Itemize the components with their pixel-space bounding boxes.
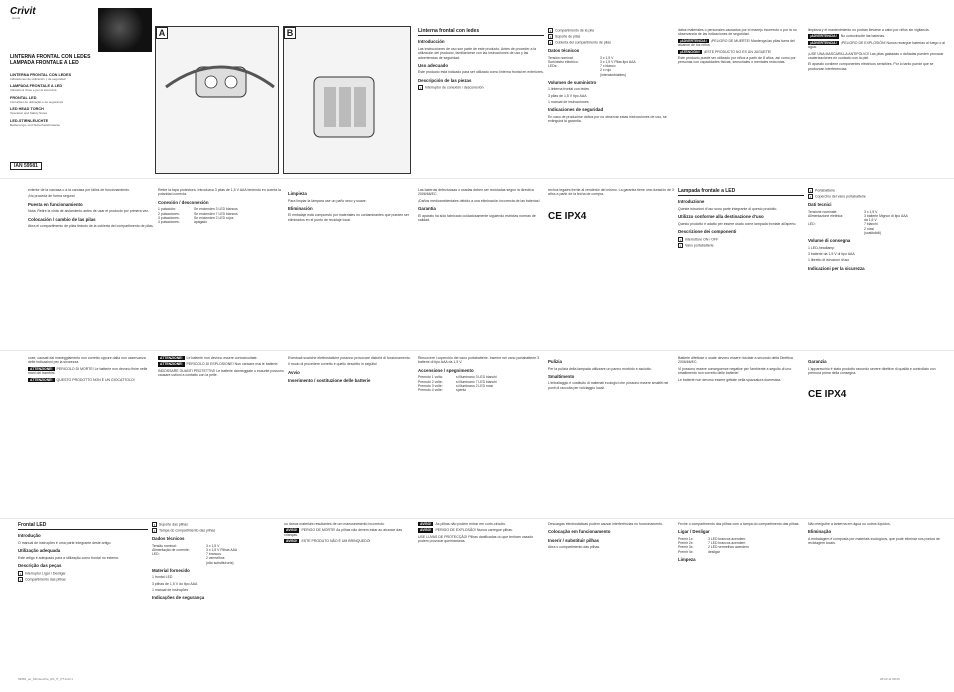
es-clean-heading: Limpieza — [288, 191, 307, 196]
divider — [678, 195, 804, 196]
it-switch-row: Premuto 3 volte: si illuminano 2 LED rossi — [418, 383, 494, 388]
it-page-cleaning — [548, 356, 674, 516]
es-part-3: 3 Soporte de pilas — [549, 34, 581, 39]
es-change-text: Abra el compartimento de pilas tirando de la cubierta del compartimento de pilas. — [28, 224, 154, 229]
pt-warning-4: AVISO! PERIGO DE EXPLOSÃO! Nunca carregue pilhas. — [420, 528, 513, 533]
it-desc-heading: Descrizione dei componenti — [678, 229, 737, 234]
pt-warning-text: ou danos materiais resultantes de um manuseamento incorrecto. — [284, 522, 385, 526]
spread-es-it — [0, 188, 954, 348]
product-photo — [98, 8, 152, 52]
es-warning-1: ¡ADVERTENCIA! ¡PELIGRO DE MUERTE! Mantenga las pilas fuera del alcance de los niños. — [678, 38, 795, 48]
es-warning-7: ¡USE UNA MASCARILLA ANTIPOLVO! Las pilas gastadas o dañadas pueden provocar cauterizaciones en contacto con la piel. — [808, 51, 944, 60]
pt-tech-row: Alimentação de corrente: 3 x 1,5 V Pilhas AAA — [152, 547, 238, 552]
it-page-warranty — [678, 356, 804, 516]
it-tech-row: da 1,5 V — [864, 218, 877, 222]
es-scope-item: 1 linterna frontal con ledes — [548, 87, 590, 92]
pt-clean-heading: Limpeza — [678, 556, 696, 562]
pt-part-3: 3 Suporte das pilhas — [153, 522, 188, 527]
es-warning-4: limpieza y el mantenimiento no podrán llevarse a cabo por niños sin vigilancia. — [808, 28, 930, 32]
pt-scope-item: 1 frontal LED — [152, 575, 173, 580]
it-warranty-text-2: L'apparecchio è stato prodotto secondo severe direttive di qualità e controllato con premura prima della consegna. — [808, 366, 936, 375]
es-use-heading: Uso adecuado — [418, 62, 449, 68]
pt-warning-1: AVISO! PERIGO DE MORTE! As pilhas não devem estar ao alcance das crianças. — [284, 528, 402, 537]
it-switch-row: Premuto 1 volta: si illuminano 3 LED bianchi — [418, 375, 497, 380]
es-scope-item: 1 manual de instrucciones — [548, 100, 589, 104]
es-part-1: 1 Interruptor de conexión / desconexión — [419, 85, 484, 91]
it-warranty-heading: Garanzia — [808, 359, 827, 364]
it-clean-text: Per la pulizia della lampada utilizzare un panno morbido e asciutto. — [548, 366, 652, 371]
pt-use-text: Este artigo é adequado para a utilização como frontal no exterior. — [18, 555, 120, 560]
it-warning-1: ATTENZIONE! PERICOLO DI MORTE! Le batterie non devono finire nelle mani dei bambini. — [28, 366, 148, 376]
it-warning-3: ATTENZIONE! Le batterie non devono essere cortocircuitate. — [160, 356, 258, 360]
divider — [0, 178, 954, 179]
it-tech-row: Tensione nominale: 3 x 1,5 V — [808, 209, 878, 214]
es-warning-5: ¡ADVERTENCIA! No cortocircuite las baterías. — [810, 34, 886, 39]
figure-b — [283, 26, 411, 174]
es-warning-9: ¡No proceda de forma segura! — [28, 194, 75, 199]
it-disposal-heading: Smaltimento — [548, 373, 575, 379]
it-use-heading: Utilizzo conforme alla destinazione d'uso — [678, 214, 764, 220]
pt-text: Descargas electrostáticas podem causar interferências no funcionamento. — [548, 522, 663, 526]
it-tech-row: LED: 7 bianchi — [808, 222, 878, 227]
figure-a — [155, 26, 279, 174]
it-scope-item: 1 LED-headlamp — [808, 245, 835, 250]
pt-switch-row: Premir 4x: desligar — [678, 549, 720, 554]
es-batt-text: Nota: Retire la cinta de aislamiento antes de usar el producto por primera vez. — [28, 209, 150, 214]
es-env-note: ¡Daños medioambientales debido a una eliminación incorrecta de las baterías! — [418, 198, 540, 203]
es-switch-heading: Conexión / desconexión — [158, 199, 209, 205]
ian-box: IAN 59581 — [10, 162, 42, 170]
divider — [0, 518, 954, 519]
pt-page-disposal — [808, 522, 948, 684]
pt-use-heading: Utilização adequada — [18, 548, 61, 554]
it-switch-row: Premuto 4 volte: spento — [418, 388, 467, 392]
it-tech-heading: Dati tecnici — [808, 202, 832, 207]
es-switch-row: 1 pulsación: Se encienden 3 LED blancos — [158, 207, 238, 212]
language-item: LINTERNA FRONTAL CON LEDES Indicaciones de utilización y de seguridad — [10, 73, 72, 81]
it-part-4: 4 Coperchio del vano portabatterie — [809, 194, 866, 199]
es-tech-row: Suministro eléctrico: 3 x 1,5 V Pilas tipo AAA — [548, 59, 636, 64]
pt-disposal-heading: Eliminação — [808, 529, 832, 535]
pt-tech-row: LED: 7 brancos — [152, 552, 221, 556]
es-warranty-text-2: rechos legales frente al vendedor del mismo. La garantía tiene una duración de 3 años a partir de la fecha de compra. — [548, 188, 674, 197]
it-header: Lampada frontale a LED — [678, 188, 736, 194]
es-text: exterior de la carcasa o a la carcasa por fallos de funcionamiento. — [28, 188, 130, 192]
language-item: LED HEAD TORCH Operation and Safety Notes — [10, 107, 48, 116]
pt-tech-row: Tensão nominal: 3 x 1,5 V — [152, 543, 220, 548]
it-page-switch — [418, 356, 544, 516]
pt-switch-row: Premir 3x: 2 LED vermelhos acendem — [678, 545, 749, 550]
spread-cover — [0, 0, 954, 176]
it-scope-item: 3 batterie da 1,5 V di tipo AAA — [808, 251, 855, 256]
it-scope-heading: Volume di consegna — [808, 238, 851, 243]
it-change-heading: Inserimento / sostituzione delle batterie — [288, 378, 371, 384]
es-disposal-text: El embalaje está compuesto por materiales no contaminantes que pueden ser eliminados en el punto de reciclaje local. — [288, 213, 410, 222]
es-part-2: 2 Compartimento de la pila — [549, 28, 594, 33]
spread-it — [0, 356, 954, 516]
pt-switch-row: Premir 1x: 3 LED brancos acendem — [678, 536, 746, 541]
es-page-operation — [28, 188, 154, 348]
language-item: LAMPADA FRONTALE A LED Indicazioni d'uso e per la sicurezza — [10, 84, 63, 93]
pt-disposal-text: A embalagem é composta por materiais ecológicos, que pode eliminar nos pontos de reciclagem locais. — [808, 536, 940, 546]
pt-warning-2: AVISO! ESTE PRODUTO NÃO É UM BRINQUEDO! — [286, 539, 371, 544]
it-page-warnings — [28, 356, 154, 516]
es-page-intro — [418, 28, 544, 173]
it-intro-heading: Introduzione — [678, 199, 705, 205]
pt-change-text: Abra o compartimento das pilhas. — [548, 545, 601, 550]
cover-page — [8, 0, 154, 176]
it-page-warranty-2 — [808, 356, 948, 516]
pt-page-intro — [18, 522, 148, 684]
es-page-switch — [158, 188, 284, 348]
language-item: FRONTAL LED Instruções de utilização e de segurança — [10, 95, 63, 104]
language-list — [10, 70, 150, 127]
it-insert-text: Rimuovere i coperchio del vano portabatterie. Inserire nel vano portabatterie 3 batterie di tipo AAA da 1,5 V. — [418, 356, 540, 365]
it-tech-row: Alimentazione elettrica: 3 batterie Mignon di tipo AAA — [808, 213, 908, 218]
it-text: Eventuali scariche elettrostatiche possono provocare disturbi di funzionamento. — [288, 356, 411, 360]
es-part-4: 4 Cubierta del compartimento de pilas — [549, 40, 612, 45]
es-warning-3: Este producto puede ser utilizado por niños a partir de 8 años, así como por personas con capacidades físicas, sensoriales o mentales reducidas. — [678, 55, 796, 65]
es-safety-heading: Indicaciones de seguridad — [548, 107, 604, 113]
es-switch-row: 2 pulsaciones: Se encienden 7 LED blancos — [158, 211, 238, 216]
brand-logo: Crivit — [10, 6, 36, 17]
es-safety-text: En caso de producirse daños por no observar estas instrucciones de uso, se extinguirá la garantía. — [548, 114, 667, 124]
it-part-1: 1 Interruttore ON / OFF — [679, 236, 719, 242]
it-page-warnings-2 — [158, 356, 284, 516]
it-tech-row: (sostituibili) — [864, 230, 881, 235]
pt-part-4: 4 Tampa do compartimento das pilhas — [153, 528, 216, 533]
cover-title: LINTERNA FRONTAL CON LEDES LAMPADA FRONTALE A LED — [10, 54, 91, 67]
it-intro-text: Queste istruzioni d'uso sono parte integrante di questo prodotto. — [678, 206, 778, 211]
pt-header: Frontal LED — [18, 522, 47, 528]
pt-insert-text: Feche o compartimento das pilhas com a tampa do compartimento das pilhas. — [678, 522, 800, 526]
es-warranty-text: El aparato ha sido fabricado cuidadosamente siguiendo estrictas normas de calidad. — [418, 213, 536, 222]
es-tech-row: 2 x rojo — [600, 68, 612, 73]
es-page-warranty — [548, 188, 674, 348]
es-page-cleaning — [288, 188, 414, 348]
battery-compartment-illustration — [284, 27, 411, 174]
es-scope-heading: Volumen de suministro — [548, 79, 597, 85]
it-clean-heading: Pulizia — [548, 359, 562, 364]
es-intro-text: Las instrucciones de uso son parte de este producto. Antes de proceder a la utilización del producto, familiarícese con las instrucciones de uso y las advertencias de seguridad. — [418, 46, 537, 60]
es-warranty-heading: Garantía — [418, 206, 436, 212]
es-page-tech — [548, 28, 674, 173]
es-warning-8: El aparato contiene componentes eléctricos sensibles. Por lo tanto puede que se produzcan interferencias. — [808, 62, 934, 71]
divider — [418, 35, 544, 36]
spread-pt — [0, 522, 954, 684]
es-tech-row: Tensión nominal: 3 x 1,5 V — [548, 55, 614, 60]
es-warning-intro: datos materiales o personales causados por el manejo incorrecto o por la no observancia de las indicaciones de seguridad. — [678, 28, 797, 37]
pt-scope-item: 3 pilhas de 1,5 V do tipo AAA — [152, 581, 198, 586]
it-use-text: Questo prodotto è adatto per essere usato come lampada frontale all'aperto. — [678, 221, 797, 226]
it-ce-mark: CE IPX4 — [808, 389, 847, 401]
es-page-warnings-2 — [808, 28, 948, 173]
es-use-text: Este producto está indicado para ser utilizado como linterna frontal en exteriores. — [418, 70, 544, 75]
pt-tech-row: (não substituíveis) — [206, 560, 234, 565]
es-tech-heading: Datos técnicos — [548, 48, 580, 53]
pt-scope-item: 1 manual de instruções — [152, 588, 189, 592]
it-warning-5: INDOSSARE GUANTI PROTETTIVI! Le batterie danneggiate o esaurite possono causare ustioni a contatto con la pelle. — [158, 368, 284, 378]
pt-batt-heading: Colocação em funcionamento — [548, 529, 611, 535]
it-warranty-text: Le batterie non devono essere gettate nella spazzatura domestica. — [678, 377, 782, 382]
it-page-operation — [288, 356, 414, 516]
es-switch-row: 4 pulsaciones: apagado — [158, 220, 208, 224]
language-item: LED-STIRNLEUCHTE Bedienungs- und Sicherheitshinweise — [10, 118, 61, 127]
pt-part-2: 2 Compartimento das pilhas — [19, 576, 66, 582]
footer-code: 59581_ac_Stirnleuchte_ES_IT_PT.indd 1 — [18, 677, 73, 681]
pt-switch-row: Premir 2x: 7 LED brancos acendem — [678, 541, 746, 546]
es-ce-mark: CE IPX4 — [548, 210, 587, 222]
pt-warning-3: AVISO! As pilhas não podem entrar em curto-circuito. — [420, 522, 507, 526]
es-page-disposal — [418, 188, 544, 348]
es-header: Linterna frontal con ledes — [418, 28, 480, 34]
it-switch-row: Premuto 2 volte: si illuminano 7 LED bianchi — [418, 379, 497, 384]
es-page-warnings — [678, 28, 804, 173]
pt-intro-heading: Introdução — [18, 533, 41, 539]
brand-subline: sports — [12, 16, 21, 20]
pt-page-operation — [548, 522, 674, 684]
it-warning-4: ATTENZIONE! PERICOLO DI ESPLOSIONE! Non caricare mai le batterie. — [160, 362, 279, 367]
it-page-tech — [808, 188, 948, 348]
pt-scope-heading: Material fornecido — [152, 567, 190, 573]
es-change-heading: Colocación / cambio de las pilas — [28, 216, 96, 222]
footer-date: 28.02.11 08:25 — [880, 677, 900, 681]
headlamp-illustration — [156, 27, 279, 174]
it-env-note-2: Vi possono essere conseguenze negative per l'ambiente a seguito di uno smaltimento non corretto delle batterie! — [678, 366, 792, 376]
figure-b-label: B — [284, 27, 296, 39]
es-disposal-heading: Eliminación — [288, 205, 313, 211]
divider — [0, 350, 954, 351]
it-part-3: 3 Portabatterie — [809, 188, 836, 193]
it-warning-text: cose, causati dal maneggiamento non corretto oppure dalla non osservanza delle indicazioni per la sicurezza. — [28, 356, 146, 365]
pt-page-switch — [678, 522, 804, 684]
pt-part-1: 1 Interruptor Ligar / Desligar — [19, 570, 66, 576]
it-page-intro — [678, 188, 804, 348]
it-disposal-text-2: Batterie difettose o usate devono essere riciclate a secondo della Direttiva 2006/66/EC. — [678, 356, 793, 365]
es-warning-2: ¡ATENCIÓN! ¡ESTE PRODUCTO NO ES UN JUGUETE! — [680, 49, 772, 54]
it-switch-heading: Accensione / spegnimento — [418, 367, 474, 373]
it-disposal-text: L'imballaggio è costituito di materiali ecologici che possono essere smaltiti nei punti di raccolta per riciclaggio locali. — [548, 381, 669, 390]
pt-intro-text: O manual de instruções é uma parte integrante deste artigo. — [18, 540, 112, 545]
it-warning-2: ATTENZIONE! QUESTO PRODOTTO NON È UN GIOCATTOLO! — [30, 377, 135, 382]
es-switch-row: 3 pulsaciones: Se encienden 2 LED rojos — [158, 215, 234, 220]
es-desc-heading: Descripción de las piezas — [418, 77, 472, 83]
pt-tech-heading: Dados técnicos — [152, 536, 185, 541]
pt-warning-5: USE LUVAS DE PROTECÇÃO! Pilhas danificadas ou que tenham vazado podem provocar queimaduras. — [418, 534, 534, 544]
pt-page-warnings — [284, 522, 410, 684]
it-safety-heading: Indicazioni per la sicurezza — [808, 265, 865, 271]
es-warning-6: ¡ADVERTENCIA! ¡PELIGRO DE EXPLOSIÓN! Nunca recargue baterías al fuego o al agua. — [808, 40, 946, 50]
pt-page-tech — [152, 522, 278, 684]
it-env-note: Il modo di procedere corretto è quello descritto in seguito! — [288, 362, 378, 367]
es-disposal-text-2: Las baterías defectuosas o usadas deben ser recicladas según la directiva 2006/66/EC. — [418, 188, 534, 197]
it-part-2: 2 Vano portabatterie — [679, 242, 714, 248]
figure-a-label: A — [156, 27, 168, 39]
pt-clean-text: Não mergulhe a lanterna em água ou outros líquidos. — [808, 522, 891, 526]
pt-tech-row: 2 vermelhos — [206, 556, 225, 561]
it-tech-row: 2 rossi — [864, 226, 874, 231]
es-tech-row: (intercambiables) — [600, 72, 627, 77]
pt-page-warnings-2 — [418, 522, 544, 684]
es-clean-text: Para limpiar la lámpara use un paño seco y suave. — [288, 198, 367, 203]
it-warn-heading: Avvio — [288, 369, 300, 375]
es-tech-row: LEDs: 7 x blanco — [548, 64, 616, 68]
pt-switch-heading: Ligar / Desligar — [678, 529, 710, 535]
pt-change-heading: Inserir / substituir pilhas — [548, 537, 599, 543]
pt-safety-heading: Indicações de segurança — [152, 595, 205, 601]
it-scope-item: 1 libretto di istruzioni d'uso — [808, 258, 850, 263]
es-insert-text: Retire la tapa protectora. Introduzca 3 pilas de 1,5 V AAA teniendo en cuenta la polaridad correcta. — [158, 188, 281, 197]
es-batt-heading: Puesta en funcionamiento — [28, 201, 83, 207]
pt-desc-heading: Descrição das peças — [18, 563, 62, 568]
es-scope-item: 3 pilas de 1,5 V tipo AAA — [548, 93, 587, 98]
divider — [18, 529, 148, 530]
es-intro-heading: Introducción — [418, 39, 445, 45]
